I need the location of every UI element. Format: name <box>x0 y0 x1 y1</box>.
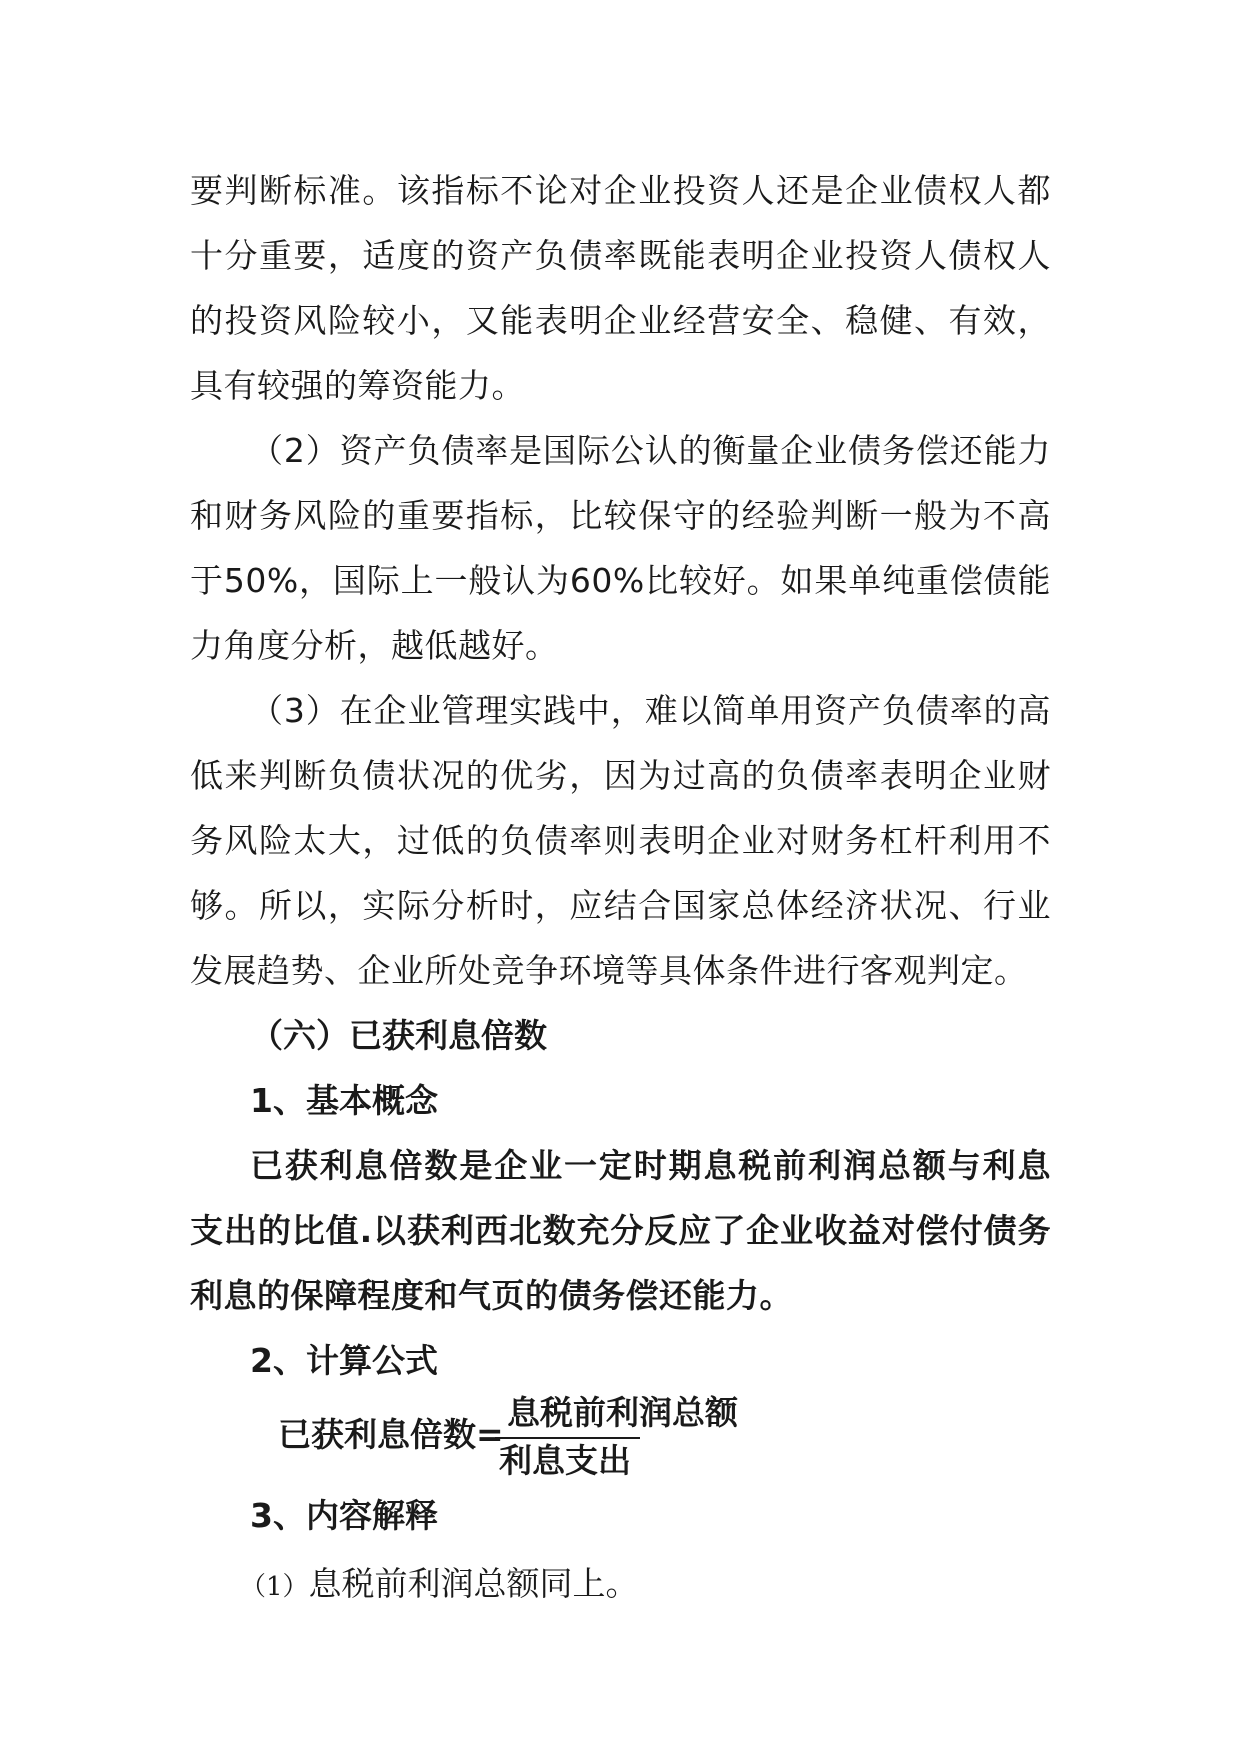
explain-item <box>190 1554 1051 1617</box>
explain-item-text: 息税前利润总额同上。 <box>308 1564 639 1603</box>
explain-item-marker: （1） <box>240 1572 309 1602</box>
explain-heading: 3、内容解释 <box>250 1496 438 1535</box>
formula-lhs: 已获利息倍数= <box>278 1415 504 1454</box>
formula-denominator: 利息支出 <box>499 1441 631 1480</box>
section-title: （六）已获利息倍数 <box>250 1016 547 1055</box>
formula-numerator: 息税前利润总额 <box>507 1393 738 1432</box>
formula-heading: 2、计算公式 <box>250 1341 438 1380</box>
paragraph-debt-ratio-standard: 要判断标准。该指标不论对企业投资人还是企业债权人都十分重要，适度的资产负债率既能表明企业投资人债权人的投资风险较小，又能表明企业经营安全、稳健、有效，具有较强的筹资能力。 <box>190 171 1051 405</box>
paragraph-debt-ratio-point-3: （3）在企业管理实践中，难以简单用资产负债率的高低来判断负债状况的优劣，因为过高的负债率表明企业财务风险太大，过低的负债率则表明企业对财务杠杆利用不够。所以，实际分析时，应结合国家总体经济状况、行业发展趋势、企业所处竞争环境等具体条件进行客观判定。 <box>190 691 1051 990</box>
paragraph-debt-ratio-point-2: （2）资产负债率是国际公认的衡量企业债务偿还能力和财务风险的重要指标，比较保守的经验判断一般为不高于50%，国际上一般认为60%比较好。如果单纯重偿债能力角度分析，越低越好。 <box>190 431 1051 665</box>
concept-text: 已获利息倍数是企业一定时期息税前利润总额与利息支出的比值.以获利西北数充分反应了企业收益对偿付债务利息的保障程度和气页的债务偿还能力。 <box>190 1146 1051 1315</box>
fraction-bar <box>495 1437 640 1439</box>
formula <box>190 1393 1051 1483</box>
concept-heading: 1、基本概念 <box>250 1081 438 1120</box>
